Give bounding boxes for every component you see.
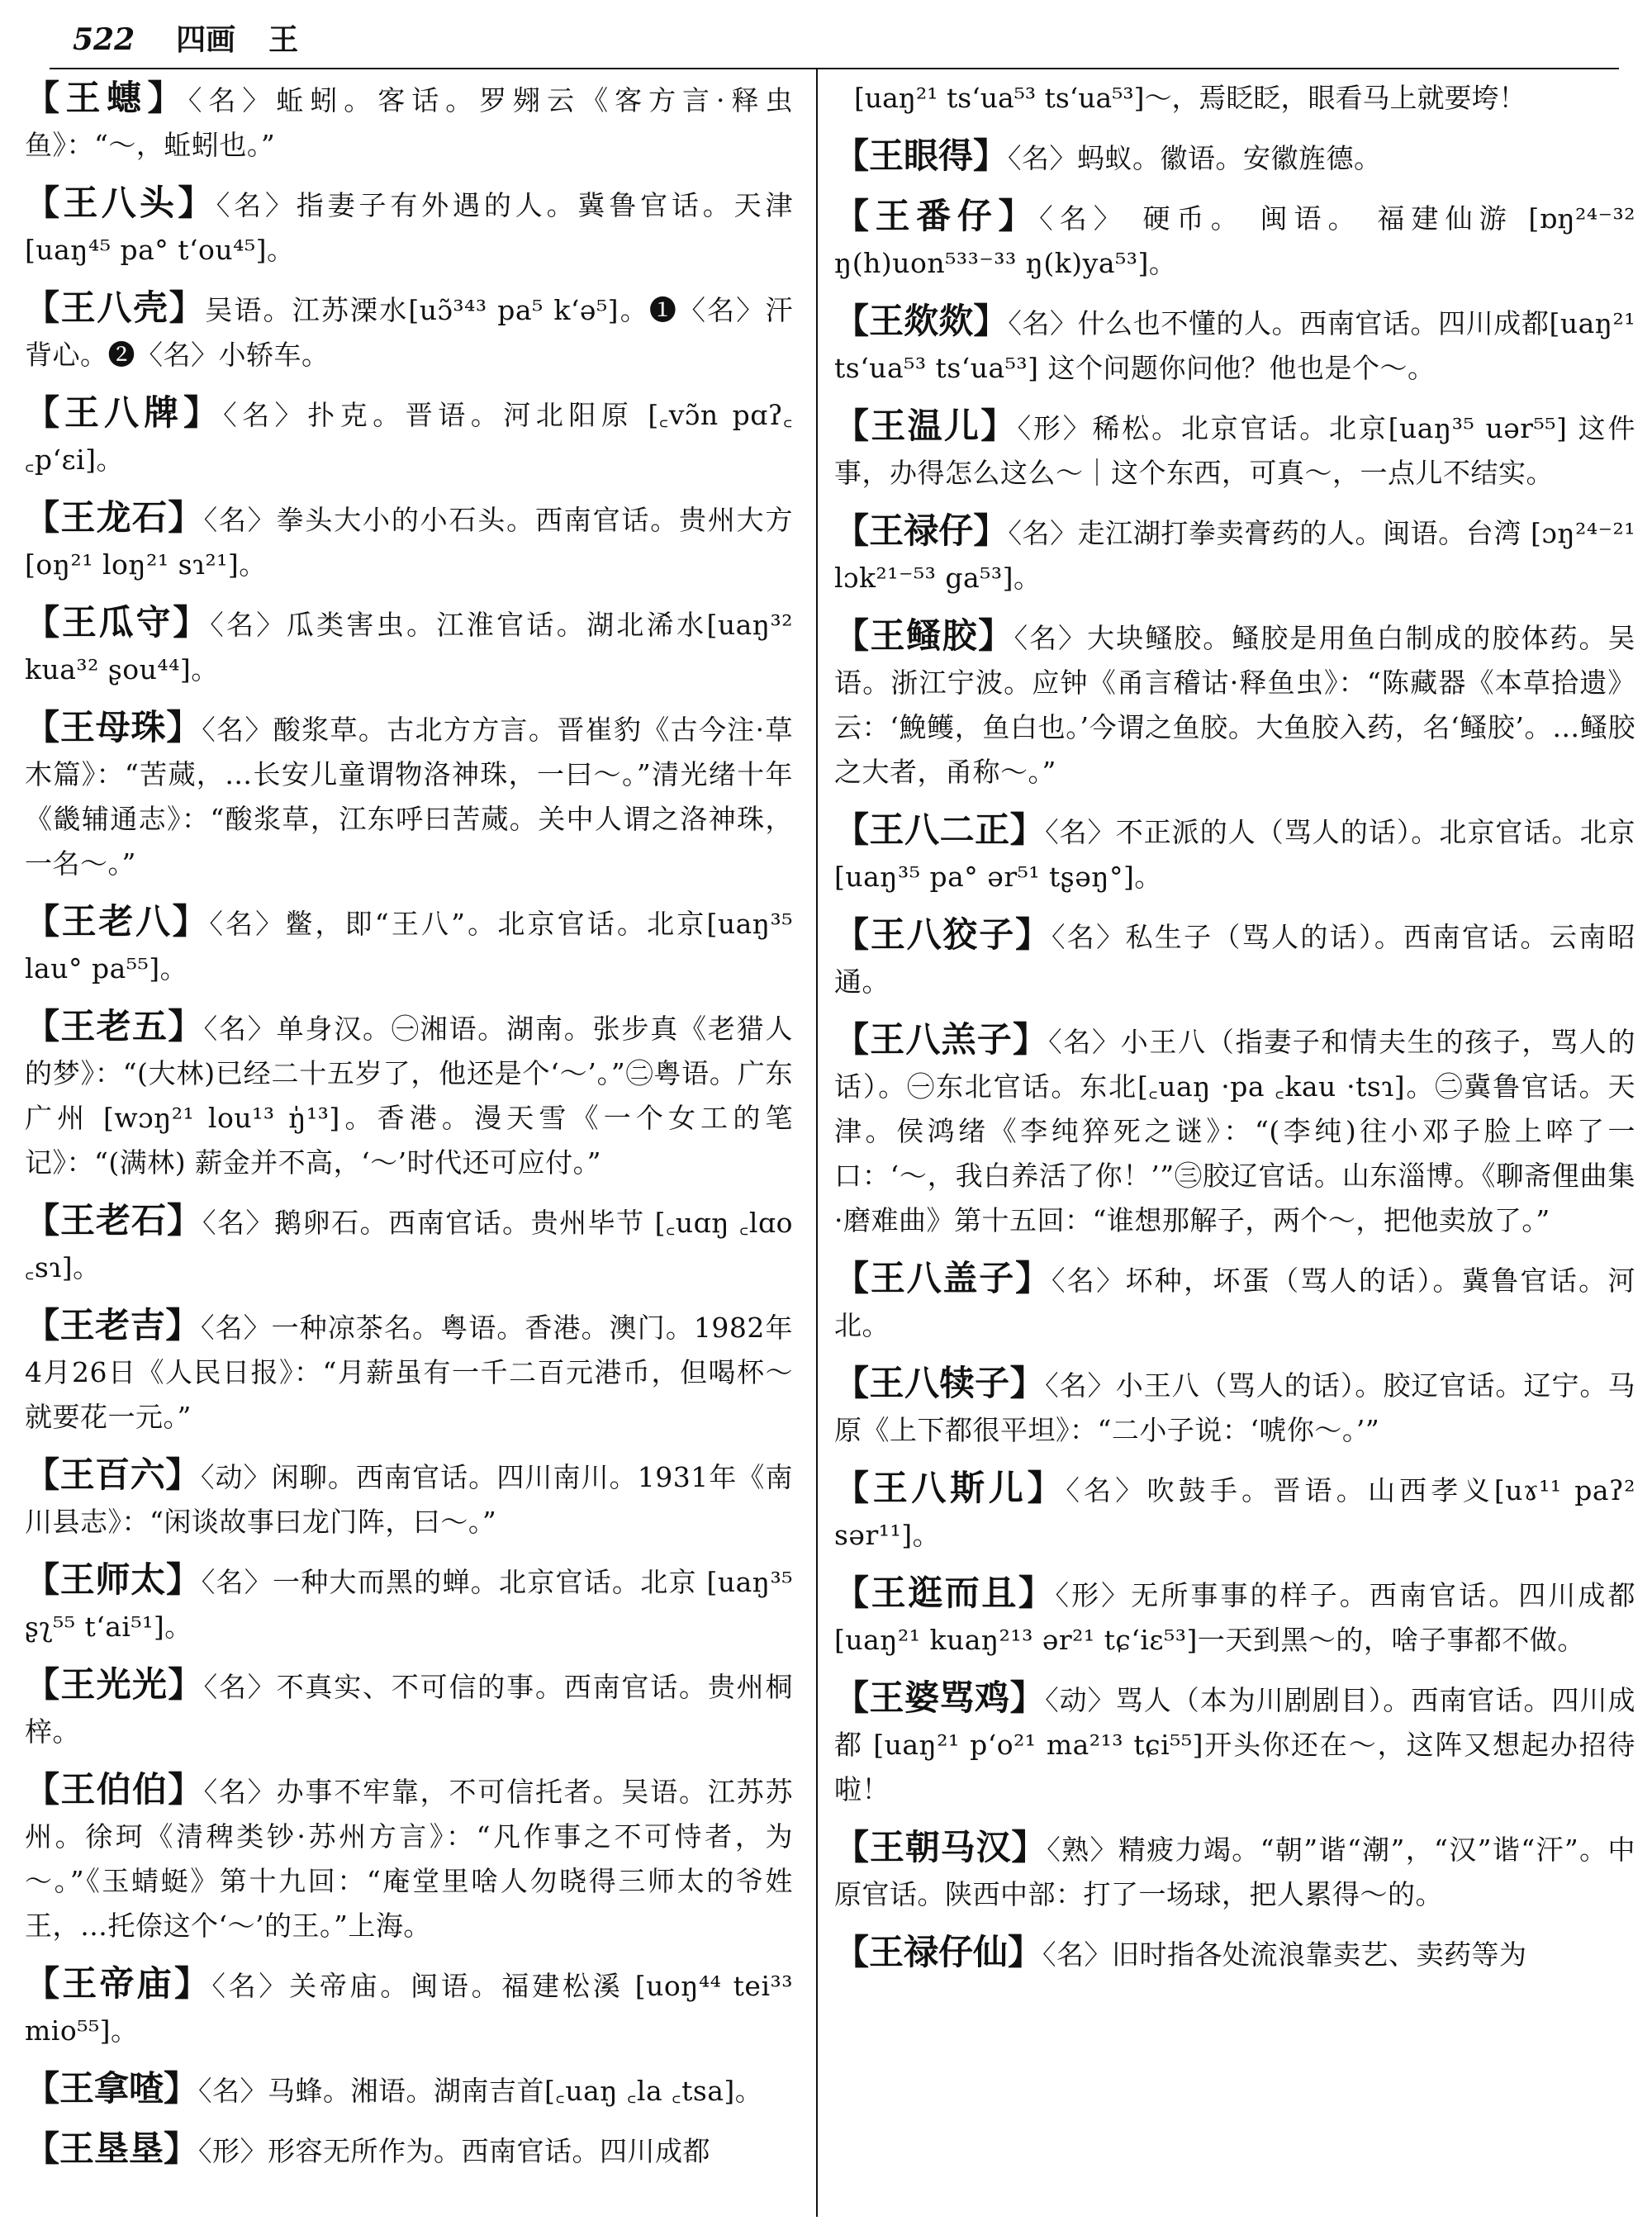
dictionary-entry (25, 1767, 793, 1948)
entry-headword-bracket (834, 1468, 1066, 1508)
entry-headword-bracket (25, 1305, 201, 1345)
entry-headword-bracket (25, 1664, 204, 1705)
entry-headword-bracket (834, 1573, 1056, 1613)
entry-headword-bracket (834, 196, 1039, 236)
entry-headword-bracket (25, 392, 223, 433)
dictionary-entry (25, 1453, 793, 1544)
entry-headword: 王八头 (63, 183, 178, 223)
entry-definition: 〈名〉 硬币。 闽语。 福建仙游 [ɒŋ²⁴⁻³² ŋ(h)uon⁵³³⁻³³ ŋ(k)ya⁵³]。 (834, 202, 1635, 279)
entry-headword: 王八狡子 (870, 914, 1016, 955)
entry-headword: 王拿喳 (59, 2068, 164, 2109)
entry-headword-bracket (25, 1006, 204, 1046)
entry-headword: 王母珠 (59, 707, 167, 747)
entry-definition: 〈名〉鳖，即“王八”。北京官话。北京[uaŋ³⁵ lau° pa⁵⁵]。 (25, 908, 793, 985)
entry-headword: 王八二正 (869, 809, 1010, 850)
dictionary-entry (25, 1303, 793, 1440)
entry-definition: 〈名〉单身汉。㊀湘语。湖南。张步真《老猎人的梦》：“(大林)已经二十五岁了，他还是个‘～’。”㊁粤语。广东广州 [wɔŋ²¹ lou¹³ ŋ̍¹³]。香港。漫天雪《一个女工的笔记》：“(满林) 薪金并不高，‘～’时代还可应付。” (25, 1013, 793, 1179)
dictionary-entry (834, 134, 1635, 181)
entry-definition: 〈名〉一种大而黑的蝉。北京官话。北京 [uaŋ³⁵ ʂʅ⁵⁵ t‘ai⁵¹]。 (25, 1566, 793, 1643)
dictionary-entry (25, 1004, 793, 1185)
entry-definition: 〈名〉关帝庙。闽语。福建松溪 [uoŋ⁴⁴ tei³³ mio⁵⁵]。 (25, 1970, 793, 2047)
entry-definition: 〈动〉骂人（本为川剧剧目）。西南官话。四川成都 [uaŋ²¹ p‘o²¹ ma²¹³ tɕi⁵⁵]开头你还在～，这阵又想起办招待啦！ (834, 1684, 1635, 1805)
entry-headword-bracket (25, 2128, 198, 2169)
dictionary-entry (834, 1018, 1635, 1243)
dictionary-entry (25, 496, 793, 587)
dictionary-entry (834, 1930, 1635, 1977)
entry-headword-bracket (25, 2068, 198, 2109)
entry-definition: 吴语。江苏溧水[uɔ̃³⁴³ pa⁵ k‘ə⁵]。❶〈名〉汗背心。❷〈名〉小轿车。 (25, 294, 793, 371)
entry-definition: 〈名〉指妻子有外遇的人。冀鲁官话。天津 [uaŋ⁴⁵ pa° t‘ou⁴⁵]。 (25, 189, 793, 266)
entry-headword: 王垦垦 (59, 2128, 164, 2169)
dictionary-entry (834, 1676, 1635, 1812)
entry-headword: 王八犊子 (869, 1363, 1010, 1403)
dictionary-entry (25, 1962, 793, 2053)
entry-definition: 〈形〉无所事事的样子。西南官话。四川成都[uaŋ²¹ kuaŋ²¹³ ər²¹ tɕ‘iɛ⁵³]一天到黑～的，啥子事都不做。 (834, 1579, 1635, 1656)
dictionary-entry (834, 1361, 1635, 1453)
entry-definition: 〈名〉小王八（骂人的话）。胶辽官话。辽宁。马原《上下都很平坦》：“二小子说：‘唬你～。’” (834, 1369, 1635, 1446)
entry-definition: 〈名〉吹鼓手。晋语。山西孝义[uɤ¹¹ paʔ² sər¹¹]。 (834, 1474, 1635, 1551)
entry-headword: 王龙石 (60, 497, 169, 538)
entry-headword-bracket (834, 1932, 1042, 1972)
entry-definition: 〈名〉大块鳋胶。鳋胶是用鱼白制成的胶体药。吴语。浙江宁波。应钟《甬言稽诂·释鱼虫》：“陈藏器《本草拾遗》云：‘鮸鳠，鱼白也。’今谓之鱼胶。大鱼胶入药，名‘鳋胶’。…鳋胶之大者，甬称～。” (834, 622, 1635, 788)
entry-definition: 〈熟〉精疲力竭。“朝”谐“潮”，“汉”谐“汗”。中原官话。陕西中部：打了一场球，把人累得～的。 (834, 1834, 1635, 1910)
entry-headword-bracket (834, 1363, 1045, 1403)
entry-headword: 王鳋胶 (870, 615, 979, 656)
entry-definition: 〈名〉不真实、不可信的事。西南官话。贵州桐梓。 (25, 1671, 793, 1748)
column-divider (816, 69, 818, 2217)
entry-definition: 〈名〉瓜类害虫。江淮官话。湖北浠水[uaŋ³² kua³² ʂou⁴⁴]。 (25, 609, 793, 686)
entry-headword: 王欻欻 (869, 301, 974, 341)
entry-headword-bracket (834, 615, 1014, 656)
entry-headword: 王老石 (60, 1200, 168, 1241)
entry-definition: 〈名〉走江湖打拳卖膏药的人。闽语。台湾 [ɔŋ²⁴⁻²¹ lɔk²¹⁻⁵³ ga⁵³]。 (834, 517, 1635, 594)
dictionary-entry (25, 2127, 793, 2174)
entry-headword-bracket (834, 301, 1008, 341)
entry-headword: 王八羔子 (870, 1019, 1013, 1060)
entry-definition: 〈名〉坏种，坏蛋（骂人的话）。冀鲁官话。河北。 (834, 1264, 1635, 1341)
entry-headword: 王百六 (59, 1454, 166, 1495)
entry-headword-bracket (25, 1454, 201, 1495)
dictionary-entry (834, 299, 1635, 391)
entry-definition: 〈名〉扑克。晋语。河北阳原 [꜀vɔ̃n pɑʔ꜀ ꜀p‘ɛi]。 (25, 399, 793, 476)
entry-headword: 王温儿 (871, 406, 981, 446)
entry-headword: 王婆骂鸡 (869, 1677, 1010, 1718)
right-column (834, 76, 1635, 2222)
entry-headword-bracket (834, 1258, 1051, 1298)
entry-headword: 王瓜守 (61, 602, 173, 643)
entry-headword-bracket (25, 901, 209, 942)
entry-definition: 〈形〉形容无所作为。西南官话。四川成都 (198, 2135, 711, 2167)
dictionary-entry (25, 600, 793, 692)
entry-headword: 王老八 (61, 901, 173, 942)
entry-definition: 〈名〉蚯蚓。客话。罗翙云《客方言·释虫鱼》：“～，蚯蚓也。” (25, 84, 793, 161)
dictionary-entry (25, 1663, 793, 1754)
dictionary-entry (834, 808, 1635, 899)
entry-definition: 〈名〉小王八（指妻子和情夫生的孩子，骂人的话）。㊀东北官话。东北[꜀uaŋ ·pa ꜀kau ·tsɿ]。㊁冀鲁官话。天津。侯鸿绪《李纯猝死之谜》：“(李纯)往小邓子脸上啐了一口：‘～，我白养活了你！’”㊂胶辽官话。山东淄博。《聊斋俚曲集·磨难曲》第十五回：“谁想那解子，两个～，把他卖放了。” (834, 1026, 1635, 1236)
dictionary-entry (834, 1256, 1635, 1348)
dictionary-entry (834, 194, 1635, 286)
entry-headword-bracket (834, 406, 1018, 446)
entry-headword: 王老五 (60, 1006, 169, 1046)
entry-headword: 王光光 (60, 1664, 169, 1705)
dictionary-entry (834, 1571, 1635, 1663)
entry-definition: 〈名〉一种凉茶名。粤语。香港。澳门。1982年4月26日《人民日报》：“月薪虽有一千二百元港币，但喝杯～就要花一元。” (25, 1312, 793, 1433)
entry-headword-bracket (834, 1827, 1047, 1867)
entry-headword: 王八牌 (64, 392, 184, 433)
entry-headword: 王番仔 (875, 196, 999, 236)
entry-headword: 王禄仔 (869, 510, 974, 551)
left-column (25, 76, 793, 2222)
radical-label: 四画 (176, 22, 236, 57)
dictionary-entry (834, 1825, 1635, 1917)
entry-definition: 〈名〉不正派的人（骂人的话）。北京官话。北京[uaŋ³⁵ pa° ər⁵¹ tʂəŋ°]。 (834, 816, 1635, 893)
dictionary-entry (834, 404, 1635, 496)
dictionary-entry (25, 181, 793, 273)
dictionary-entry (834, 1466, 1635, 1558)
entry-headword-bracket (25, 183, 216, 223)
entry-headword: 王师太 (59, 1559, 166, 1600)
dictionary-entry (25, 705, 793, 886)
header-rule (50, 68, 1619, 69)
entry-headword: 王禄仔仙 (869, 1932, 1009, 1972)
entry-headword: 王伯伯 (60, 1769, 169, 1810)
entry-headword: 王八盖子 (870, 1258, 1016, 1298)
entry-headword-bracket (834, 1019, 1048, 1060)
entry-definition: 〈名〉办事不牢靠，不可信托者。吴语。江苏苏州。徐珂《清稗类钞·苏州方言》：“凡作事之不可恃者，为～。”《玉蜻蜓》第十九回：“庵堂里啥人勿晓得三师太的爷姓王，…托倷这个‘～’的王。”上海。 (25, 1776, 793, 1942)
entry-headword-bracket (834, 1677, 1045, 1718)
entry-headword-bracket (834, 914, 1051, 955)
entry-headword-bracket (25, 707, 202, 747)
dictionary-entry (25, 2066, 793, 2114)
entry-headword: 王帝庙 (62, 1963, 175, 2004)
entry-headword-bracket (25, 1963, 211, 2004)
entry-definition: 〈名〉马蜂。湘语。湖南吉首[꜀uaŋ ꜀la ꜀tsa]。 (198, 2075, 763, 2107)
entry-headword-bracket (834, 510, 1008, 551)
dictionary-entry (25, 286, 793, 377)
entry-headword-bracket (25, 287, 205, 328)
dictionary-entry (834, 509, 1635, 600)
entry-headword: 王蟪 (65, 78, 148, 118)
entry-headword-bracket (25, 1559, 202, 1600)
dictionary-entry (834, 614, 1635, 795)
dictionary-entry (25, 76, 793, 168)
dictionary-entry (25, 1198, 793, 1290)
dictionary-entry (25, 1558, 793, 1649)
entry-headword: 王八斯儿 (872, 1468, 1028, 1508)
dictionary-entry (834, 913, 1635, 1004)
entry-definition: 〈名〉什么也不懂的人。西南官话。四川成都[uaŋ²¹ ts‘ua⁵³ ts‘ua⁵³] 这个问题你问他？他也是个～。 (834, 307, 1635, 384)
entry-headword: 王眼得 (869, 135, 974, 176)
entry-definition: 〈名〉鹅卵石。西南官话。贵州毕节 [꜀uɑŋ ꜀lɑo ꜀sɿ]。 (25, 1207, 793, 1283)
entry-headword: 王朝马汉 (869, 1827, 1012, 1867)
entry-definition: 〈名〉旧时指各处流浪靠卖艺、卖药等为 (1042, 1938, 1527, 1971)
entry-headword: 王八壳 (60, 287, 169, 328)
page-header (73, 17, 1612, 66)
entry-definition: 〈形〉稀松。北京官话。北京[uaŋ³⁵ uər⁵⁵] 这件事，办得怎么这么～｜这个东西，可真～，一点儿不结实。 (834, 412, 1635, 489)
entry-headword-bracket (25, 1769, 204, 1810)
entry-definition: 〈名〉拳头大小的小石头。西南官话。贵州大方 [oŋ²¹ loŋ²¹ sɿ²¹]。 (25, 504, 793, 581)
entry-definition: 〈动〉闲聊。西南官话。四川南川。1931年《南川县志》：“闲谈故事曰龙门阵，曰～。” (25, 1461, 793, 1538)
entry-headword: 王逛而且 (871, 1573, 1018, 1613)
dictionary-entry (25, 899, 793, 991)
entry-definition: 〈名〉蚂蚁。徽语。安徽旌德。 (1008, 142, 1382, 174)
dictionary-entry (25, 391, 793, 482)
entry-headword-bracket (25, 1200, 202, 1241)
header-character: 王 (268, 22, 299, 57)
entry-headword-bracket (25, 78, 188, 118)
page-number: 522 (73, 22, 135, 57)
continuation-text: [uaŋ²¹ ts‘ua⁵³ ts‘ua⁵³]～，焉眨眨，眼看马上就要垮！ (854, 82, 1526, 114)
entry-headword-bracket (834, 809, 1045, 850)
entry-headword: 王老吉 (59, 1305, 166, 1345)
entry-headword-bracket (25, 497, 204, 538)
entry-headword-bracket (834, 135, 1008, 176)
entry-definition: 〈名〉私生子（骂人的话）。西南官话。云南昭通。 (834, 921, 1635, 998)
entry-definition: 〈名〉酸浆草。古北方方言。晋崔豹《古今注·草木篇》：“苦蒇，…长安儿童谓物洛神珠，一曰～。”清光绪十年《畿辅通志》：“酸浆草，江东呼曰苦蒇。关中人谓之洛神珠，一名～。” (25, 714, 793, 880)
entry-headword-bracket (25, 602, 210, 643)
